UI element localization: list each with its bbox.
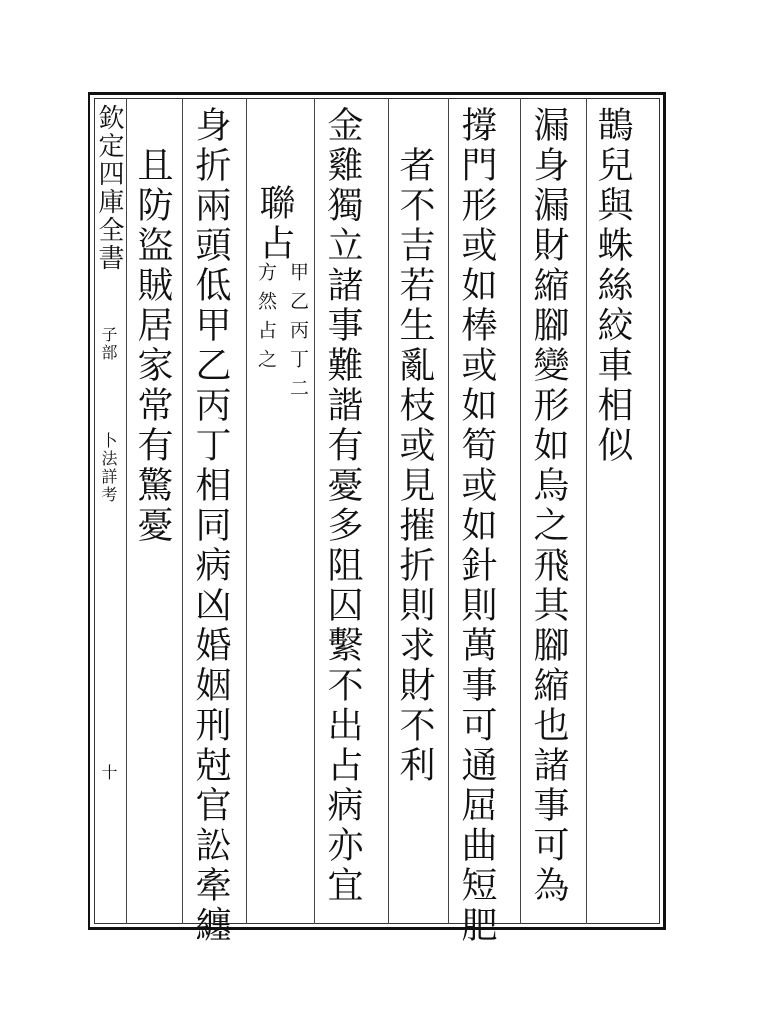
text-column-1: 鵲兒與蛛絲絞車相似: [592, 106, 633, 466]
text-column-7: 且防盜賊居家常有驚憂: [132, 146, 173, 546]
margin-folio: 十: [99, 764, 118, 782]
column-rule: [314, 98, 315, 924]
column-rule: [126, 98, 127, 924]
page-inner-border: [94, 98, 660, 924]
column-rule: [388, 98, 389, 924]
text-column-4: 者不吉若生亂枝或見摧折則求財不利: [394, 146, 435, 786]
column-rule: [246, 98, 247, 924]
text-column-3: 撐門形或如棒或如筍或如針則萬事可通屈曲短肥: [456, 106, 497, 946]
text-column-6: 身折兩頭低甲乙丙丁相同病凶婚姻刑尅官訟牽纏: [190, 106, 231, 946]
column-rule: [448, 98, 449, 924]
text-column-2: 漏身漏財縮腳變形如烏之飛其腳縮也諸事可為: [528, 106, 569, 906]
annotation-1: 甲乙丙丁二: [287, 262, 309, 407]
margin-title: 欽定四庫全書: [94, 104, 124, 272]
section-heading: 聯占: [254, 184, 295, 264]
text-column-5: 金雞獨立諸事難諧有憂多阻囚繫不出占病亦宜: [322, 106, 363, 906]
column-rule: [586, 98, 587, 924]
margin-section: 子部: [99, 326, 118, 362]
margin-volume: 卜法詳考: [99, 432, 118, 504]
column-rule: [182, 98, 183, 924]
column-rule: [520, 98, 521, 924]
annotation-2: 方然占之: [255, 262, 277, 378]
